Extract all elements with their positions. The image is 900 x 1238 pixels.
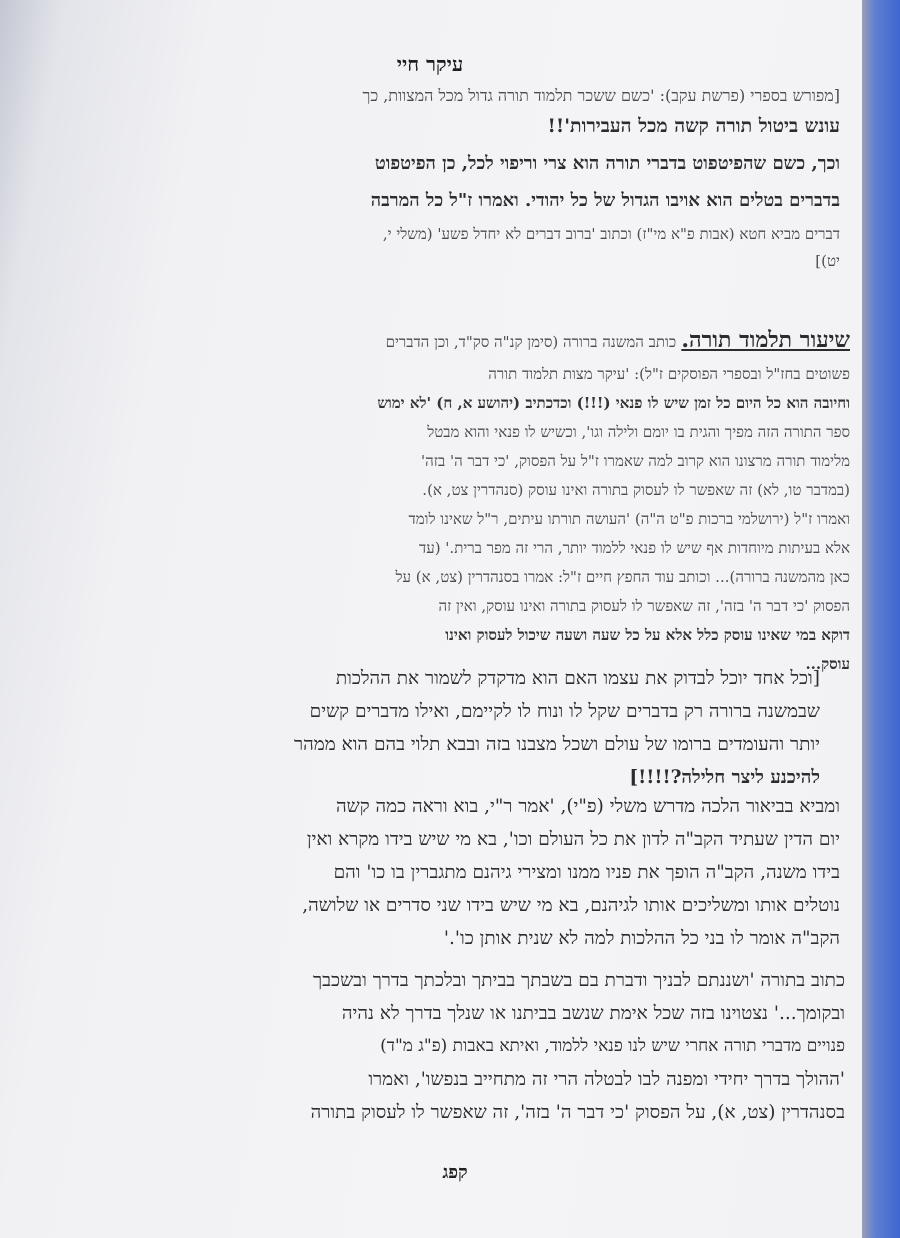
section-shiur (110, 322, 850, 679)
text-line: [וכל אחד יוכל לבדוק את עצמו האם הוא מדקדק לשמור את ההלכות (335, 668, 820, 689)
text-line: ואמרו ז"ל (ירושלמי ברכות פ"ט ה"ה) 'העושה תורתו עיתים, ר"ל שאינו לומד (408, 510, 850, 528)
text-line: יט)] (815, 252, 840, 270)
top-section (110, 82, 840, 274)
text-line: וחיובה הוא כל היום כל זמן שיש לו פנאי (!!!) וכדכתיב (יהושע א, ח) 'לא ימוש (377, 394, 850, 412)
text-line: הקב"ה אומר לו בני כל ההלכות למה לא שנית אותן כו'.' (443, 928, 840, 949)
text-line: כאן מהמשנה ברורה)... וכותב עוד החפץ חיים ז"ל: אמרו בסנהדרין (צט, א) על (395, 568, 850, 586)
text-line: [מפורש בספרי (פרשת עקב): 'כשם ששכר תלמוד תורה גדול מכל המצוות, כך (362, 86, 840, 105)
text-line: אלא בעיתות מיוחדות אף שיש לו פנאי ללמוד יותר, הרי זה מפר ברית.' (עד (418, 539, 850, 557)
running-header: עיקר חיי (396, 52, 464, 76)
text-line: כתוב בתורה 'ושננתם לבניך ודברת בם בשבתך בביתך ובלכתך בדרך ובשכבך (313, 970, 845, 991)
text-line: יותר והעומדים ברומו של עולם ושכל מצבנו בזה ובבא תלוי בהם הוא ממהר (294, 734, 820, 755)
text-line: בידו משנה, הקב"ה הופך את פניו ממנו ומצירי גיהנם מתגברין בו כו' והם (333, 862, 840, 883)
text-line: עונש ביטול תורה קשה מכל העבירות'!! (547, 115, 840, 137)
text-line: נוטלים אותו ומשליכים אותו לגיהנם, בא מי שיש בידו שני סדרים או שלושה, (302, 895, 840, 916)
page-number: קפג (442, 1162, 468, 1183)
section-title: שיעור תלמוד תורה. (681, 327, 850, 353)
text-line: להיכנע ליצר חלילה?!!!!] (629, 767, 820, 788)
bracket-paragraph (100, 662, 820, 794)
text-line: דוקא במי שאינו עוסק כלל אלא על כל שעה ושעה שיכול לעסוק ואינו (445, 626, 850, 644)
text-line: עוסק... (805, 655, 850, 673)
text-line: כותב המשנה ברורה (סימן קנ"ה סק"ד, וכן הדברים (385, 333, 677, 351)
text-line: דברים מביא חטא (אבות פ"א מי"ז) וכתוב 'ברוב דברים לא יחדל פשע' (משלי י, (382, 225, 840, 243)
text-line: ובקומך...' נצטוינו בזה שכל אימת שנשב בביתנו או שנלך בדרך לא נהיה (341, 1003, 845, 1024)
text-line: בדברים בטלים הוא אויבו הגדול של כל יהודי. ואמרו ז"ל כל המרבה (370, 190, 840, 211)
book-cover-edge (862, 0, 900, 1238)
text-line: (במדבר טו, לא) זה שאפשר לו לעסוק בתורה ואינו עוסק (סנהדרין צט, א). (422, 481, 850, 499)
katuv-paragraph (130, 964, 845, 1129)
text-line: פנויים מדברי תורה אחרי שיש לנו פנאי ללמוד, ואיתא באבות (פ"ג מ"ד) (380, 1036, 845, 1056)
text-line: מלימוד תורה מרצונו הוא קרוב למה שאמרו ז"ל על הפסוק, 'כי דבר ה' בזה' (421, 452, 850, 470)
text-line: פשוטים בחז"ל ובספרי הפוסקים ז"ל): 'עיקר מצות תלמוד תורה (488, 365, 850, 383)
text-line: ומביא בביאור הלכה מדרש משלי (פ"י), 'אמר ר"י, בוא וראה כמה קשה (336, 796, 840, 817)
text-line: הפסוק 'כי דבר ה' בזה', זה שאפשר לו לעסוק בתורה ואינו עוסק, ואין זה (438, 597, 850, 615)
section-heading-line (110, 322, 850, 360)
text-line: שבמשנה ברורה רק בדברים שקל לו ונוח לו לקיימם, ואילו מדברים קשים (309, 701, 820, 722)
text-line: 'ההולך בדרך יחידי ומפנה לבו לבטלה הרי זה מתחייב בנפשו', ואמרו (368, 1069, 845, 1090)
text-line: וכך, כשם שהפיטפוט בדברי תורה הוא צרי וריפוי לכל, כן הפיטפוט (374, 153, 840, 174)
text-line: בסנהדרין (צט, א), על הפסוק 'כי דבר ה' בזה', זה שאפשר לו לעסוק בתורה (310, 1102, 845, 1123)
biur-halacha-paragraph (110, 790, 840, 955)
text-line: יום הדין שעתיד הקב"ה לדון את כל העולם וכו', בא מי שיש בידו מקרא ואין (306, 829, 840, 850)
text-line: ספר התורה הזה מפיך והגית בו יומם ולילה וגו', וכשיש לו פנאי והוא מבטל (427, 423, 850, 441)
